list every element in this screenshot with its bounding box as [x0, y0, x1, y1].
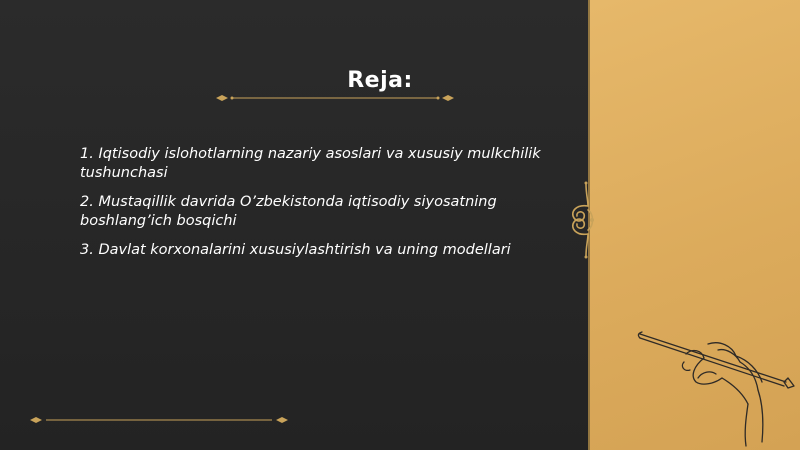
agenda-item-1: 1. Iqtisodiy islohotlarning nazariy asoslari va xususiy mulkchilik tushunchasi: [80, 146, 541, 181]
scroll-ornament-icon: [562, 180, 598, 260]
agenda-item-3: 3. Davlat korxonalarini xususiylashtirish va uning modellari: [80, 242, 511, 258]
title-divider-ornament: [214, 92, 456, 104]
slide-title: Reja:: [347, 68, 413, 93]
bottom-divider-ornament: [28, 414, 290, 426]
agenda-item-2: 2. Mustaqillik davrida O’zbekistonda iqtisodiy siyosatning boshlang’ich bosqichi: [80, 194, 497, 229]
hand-with-pen-icon: [628, 320, 800, 450]
agenda-list: [80, 145, 560, 270]
